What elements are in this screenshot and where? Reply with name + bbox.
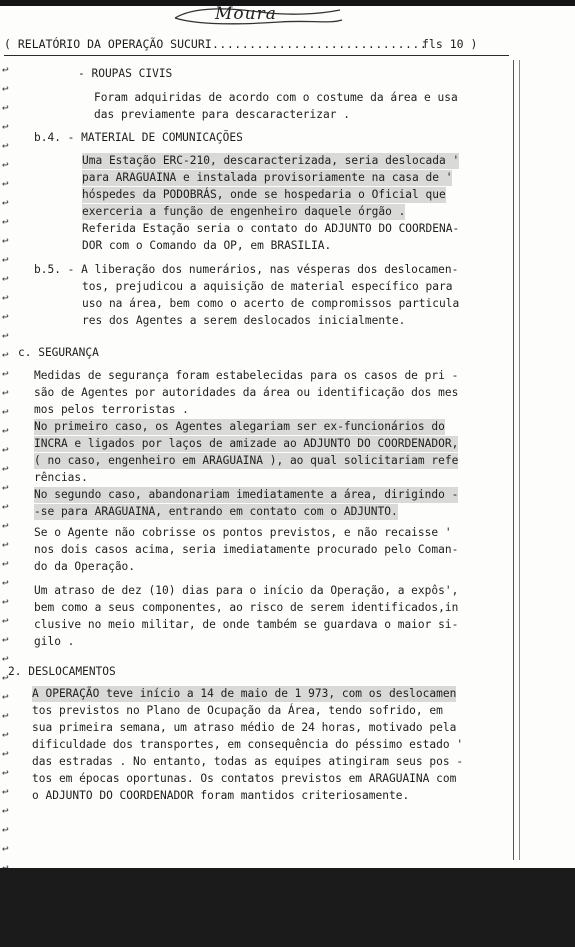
text-line: res dos Agentes a serem deslocados inicialmente. — [82, 314, 406, 327]
text-line: INCRA e ligados por laços de amizade ao ADJUNTO DO COORDENADOR, — [34, 437, 459, 450]
text-line: para ARAGUAINA e instalada provisoriamente na casa de ' — [82, 171, 453, 184]
text-line: tos em épocas oportunas. Os contatos previstos em ARAGUAINA com — [32, 772, 457, 785]
b5-heading: b.5. - A liberação dos numerários, nas vésperas dos deslocamen- — [34, 263, 459, 276]
signature-text: Moura — [215, 4, 277, 24]
text-line: Um atraso de dez (10) dias para o início da Operação, a expôs', — [34, 584, 459, 597]
seguranca-heading: c. SEGURANÇA — [18, 346, 99, 359]
text-line: Referida Estação seria o contato do ADJUNTO DO COORDENA- — [82, 222, 460, 235]
text-line: mos pelos terroristas . — [34, 403, 189, 416]
header-dots: ............................. — [212, 37, 428, 51]
text-line: Medidas de segurança foram estabelecidas para os casos de pri - — [34, 369, 459, 382]
text-line: clusive no meio militar, de onde também se guardava o maior si- — [34, 618, 459, 631]
right-margin-line-2 — [519, 60, 520, 860]
text-line: No primeiro caso, os Agentes alegariam ser ex-funcionários do — [34, 420, 445, 433]
binding-holes: ↩ ↩ ↩ ↩ ↩ ↩ ↩ ↩ ↩ ↩ ↩ ↩ ↩ ↩ ↩ ↩ ↩ ↩ ↩ ↩ ↩ ↩ ↩ ↩ ↩ ↩ ↩ ↩ ↩ ↩ ↩ ↩ ↩ ↩ ↩ ↩ ↩ ↩ ↩ ↩ ↩ ↩ — [2, 63, 9, 855]
text-line: rências. — [34, 471, 88, 484]
text-line: hóspedes da PODOBRÁS, onde se hospedaria o Oficial que — [82, 188, 446, 201]
text-line: o ADJUNTO DO COORDENADOR foram mantidos criteriosamente. — [32, 789, 410, 802]
header-page-number: fls 10 ) — [422, 37, 478, 51]
text-line: nos dois casos acima, seria imediatamente procurado pelo Coman- — [34, 543, 459, 556]
roupas-civis-heading: - ROUPAS CIVIS — [78, 67, 173, 80]
text-line: Uma Estação ERC-210, descaracterizada, seria deslocada ' — [82, 154, 460, 167]
right-margin-line — [513, 60, 514, 860]
text-line: -se para ARAGUAINA, entrando em contato com o ADJUNTO. — [34, 505, 398, 518]
text-line: Foram adquiridas de acordo com o costume da área e usa — [94, 91, 458, 104]
header-title: ( RELATÓRIO DA OPERAÇÃO SUCURI — [4, 37, 212, 51]
text-line: bem como a seus componentes, ao risco de serem identificados,in — [34, 601, 459, 614]
text-line: sua primeira semana, um atraso médio de 24 horas, motivado pela — [32, 721, 457, 734]
text-line: DOR com o Comando da OP, em BRASILIA. — [82, 239, 332, 252]
deslocamentos-heading: 2. DESLOCAMENTOS — [8, 665, 116, 678]
text-line: No segundo caso, abandonariam imediatamente a área, dirigindo - — [34, 488, 459, 501]
page-header — [4, 35, 509, 56]
text-line: ( no caso, engenheiro em ARAGUAINA ), ao qual solicitariam refe — [34, 454, 459, 467]
text-line: A OPERAÇÃO teve início a 14 de maio de 1 973, com os deslocamen — [32, 687, 457, 700]
text-line: das estradas . No entanto, todas as equipes atingiram seus pos - — [32, 755, 464, 768]
text-line: exerceria a função de engenheiro daquele órgão . — [82, 205, 406, 218]
scan-bottom-edge — [0, 868, 575, 947]
text-line: gilo . — [34, 635, 75, 648]
text-line: dificuldade dos transportes, em consequência do péssimo estado ' — [32, 738, 464, 751]
text-line: tos, prejudicou a aquisição de material específico para — [82, 280, 453, 293]
b4-heading: b.4. - MATERIAL DE COMUNICAÇÕES — [34, 131, 243, 144]
text-line: Se o Agente não cobrisse os pontos previstos, e não recaisse ' — [34, 526, 452, 539]
text-line: são de Agentes por autoridades da área ou identificação dos mes — [34, 386, 459, 399]
text-line: do da Operação. — [34, 560, 136, 573]
text-line: das previamente para descaracterizar . — [94, 108, 350, 121]
text-line: tos previstos no Plano de Ocupação da Área, tendo sofrido, em — [32, 704, 443, 717]
text-line: uso na área, bem como o acerto de compromissos particula — [82, 297, 460, 310]
